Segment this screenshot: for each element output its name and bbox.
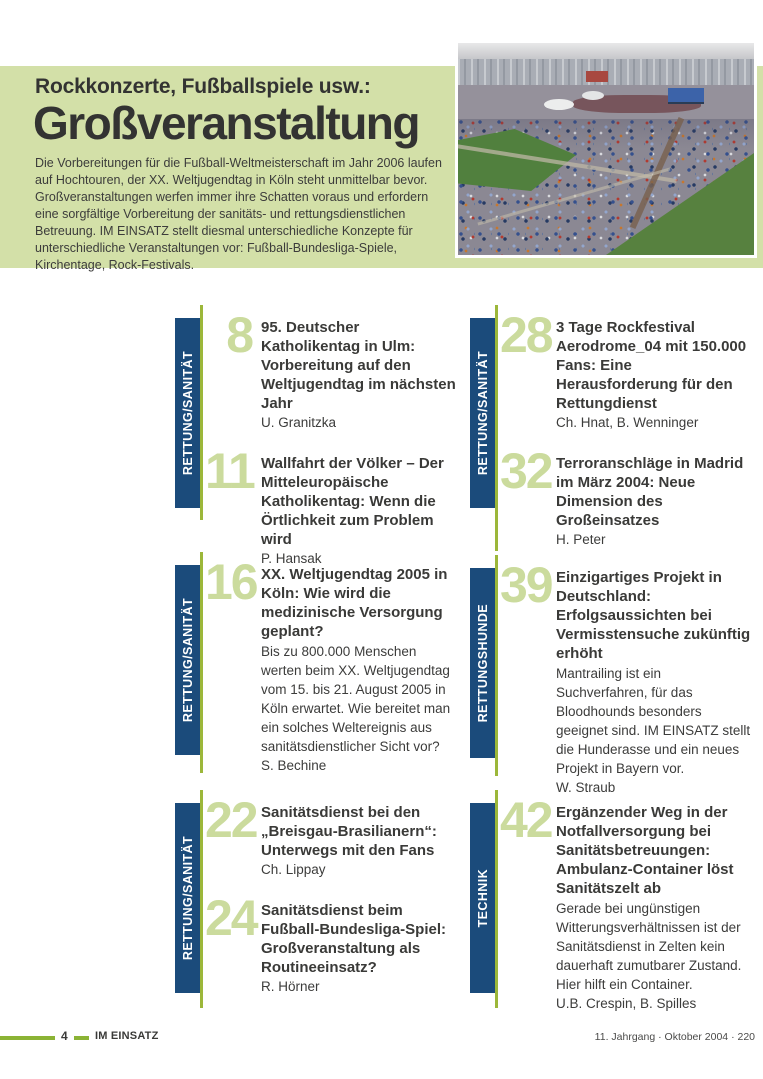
entry-title: 3 Tage Rockfestival Aerodrome_04 mit 150.000 Fans: Eine Herausforderung für den Rettungdienst <box>556 319 747 412</box>
entry-page-number: 39 <box>500 557 552 613</box>
category-label: TECHNIK <box>475 868 490 928</box>
category-rule <box>200 790 203 1008</box>
entry-page-number: 28 <box>500 307 552 363</box>
entry-authors: W. Straub <box>556 780 616 795</box>
entry-authors: U. Granitzka <box>261 415 337 430</box>
toc-group-rettung-sanitaet-2 <box>175 552 465 773</box>
entry-page-number: 42 <box>500 792 552 848</box>
toc-entry <box>205 307 465 432</box>
entry-page-number: 16 <box>205 554 257 610</box>
category-label: RETTUNG/SANITÄT <box>180 835 195 961</box>
category-rule <box>200 552 203 773</box>
photo-red-building <box>586 71 608 82</box>
entry-title: Wallfahrt der Völker – Der Mitteleuropäische Katholikentag: Wenn die Örtlichkeit zum Problem wird <box>261 455 444 548</box>
entry-authors: U.B. Crespin, B. Spilles <box>556 996 697 1011</box>
entry-page-number: 22 <box>205 792 257 848</box>
entry-authors: P. Hansak <box>261 551 322 566</box>
toc-entry <box>500 792 760 1013</box>
photo-sky <box>458 43 754 59</box>
entry-title: Ergänzender Weg in der Notfallversorgung bei Sanitätsbetreuungen: Ambulanz-Container löst Sanitätszelt ab <box>556 804 734 897</box>
page-title: Großveranstaltung <box>33 97 420 149</box>
category-bar <box>470 318 495 508</box>
category-bar <box>470 803 495 993</box>
entry-title: Terroranschläge in Madrid im März 2004: Neue Dimension des Großeinsatzes <box>556 455 744 529</box>
toc-entry <box>205 792 465 879</box>
category-rule <box>495 790 498 1008</box>
toc-group-rettung-sanitaet-3 <box>175 790 465 1008</box>
category-label: RETTUNG/SANITÄT <box>180 350 195 476</box>
page-footer <box>0 1028 763 1048</box>
category-label: RETTUNGSHUNDE <box>475 603 490 723</box>
toc-group-rettung-sanitaet-1 <box>175 305 465 566</box>
category-bar <box>175 318 200 508</box>
entry-authors: Ch. Hnat, B. Wenninger <box>556 415 699 430</box>
photo-white-tent <box>582 91 604 100</box>
category-rule <box>200 305 203 520</box>
entry-authors: H. Peter <box>556 532 606 547</box>
festival-aerial-photo <box>455 40 757 258</box>
footer-issue-info: 11. Jahrgang · Oktober 2004 · 220 <box>594 1031 755 1043</box>
category-rule <box>495 305 498 551</box>
entry-title: Einzigartiges Projekt in Deutschland: Erfolgsaussichten bei Vermisstensuche zukünftig erhöht <box>556 569 751 662</box>
entry-authors: R. Hörner <box>261 979 320 994</box>
entry-page-number: 32 <box>500 443 552 499</box>
toc-group-rettung-sanitaet-4 <box>470 305 760 551</box>
entry-authors: Ch. Lippay <box>261 862 326 877</box>
toc-group-rettungshunde <box>470 555 760 795</box>
entry-title: XX. Weltjugendtag 2005 in Köln: Wie wird die medizinische Versorgung geplant? <box>261 566 448 640</box>
entry-description: Bis zu 800.000 Menschen werten beim XX. Weltjugendtag vom 15. bis 21. August 2005 in Köln erwartet. Wie bereitet man ein solches Weltereignis aus sanitätsdienstlicher Sicht vor? <box>261 644 451 754</box>
toc-entry <box>205 890 465 996</box>
category-rule <box>495 555 498 776</box>
photo-stage <box>668 88 704 102</box>
category-bar <box>175 565 200 755</box>
category-bar <box>175 803 200 993</box>
entry-title: 95. Deutscher Katholikentag in Ulm: Vorbereitung auf den Weltjugendtag im nächsten Jahr <box>261 319 456 412</box>
footer-dash <box>74 1036 89 1040</box>
intro-paragraph: Die Vorbereitungen für die Fußball-Weltmeisterschaft im Jahr 2006 laufen auf Hochtouren, der XX. Weltjugendtag in Köln steht unmittelbar bevor. Großveranstaltungen werfen immer ihre Schatten voraus und erfordern eine sorgfältige Vorbereitung der sanitäts- und rettungsdienstlichen Betreuung. IM EINSATZ stellt diesmal unterschiedliche Konzepte für unterschiedliche Veranstaltungen vor: Fußball-Bundesliga-Spiele, Kirchentage, Rock-Festivals. <box>35 156 442 272</box>
entry-title: Sanitätsdienst beim Fußball-Bundesliga-Spiel: Großveranstaltung als Routineeinsatz? <box>261 902 447 976</box>
category-label: RETTUNG/SANITÄT <box>475 350 490 476</box>
toc-group-technik <box>470 790 760 1011</box>
toc-entry <box>500 443 760 549</box>
footer-rule <box>0 1036 55 1040</box>
entry-page-number: 11 <box>205 443 254 499</box>
toc-entry <box>500 557 760 797</box>
entry-page-number: 24 <box>205 890 257 946</box>
photo-white-tent <box>544 99 574 110</box>
entry-title: Sanitätsdienst bei den „Breisgau-Brasilianern“: Unterwegs mit den Fans <box>261 804 437 859</box>
entry-description: Gerade bei ungünstigen Witterungsverhältnissen ist der Sanitätsdienst in Zelten kein dauerhaft zumutbarer Zustand. Hier hilft ein Container. <box>556 901 742 992</box>
toc-entry <box>205 443 465 568</box>
category-label: RETTUNG/SANITÄT <box>180 597 195 723</box>
entry-description: Mantrailing ist ein Suchverfahren, für das Bloodhounds besonders geeignet sind. IM EINSATZ stellt die Hunderasse und ein neues Projekt in Bayern vor. <box>556 666 751 776</box>
entry-authors: S. Bechine <box>261 758 327 773</box>
toc-entry <box>500 307 760 432</box>
footer-magazine-name: IM EINSATZ <box>95 1030 159 1042</box>
kicker-text: Rockkonzerte, Fußballspiele usw.: <box>35 75 371 98</box>
footer-page-number: 4 <box>61 1029 68 1043</box>
entry-page-number: 8 <box>226 307 252 363</box>
category-bar <box>470 568 495 758</box>
